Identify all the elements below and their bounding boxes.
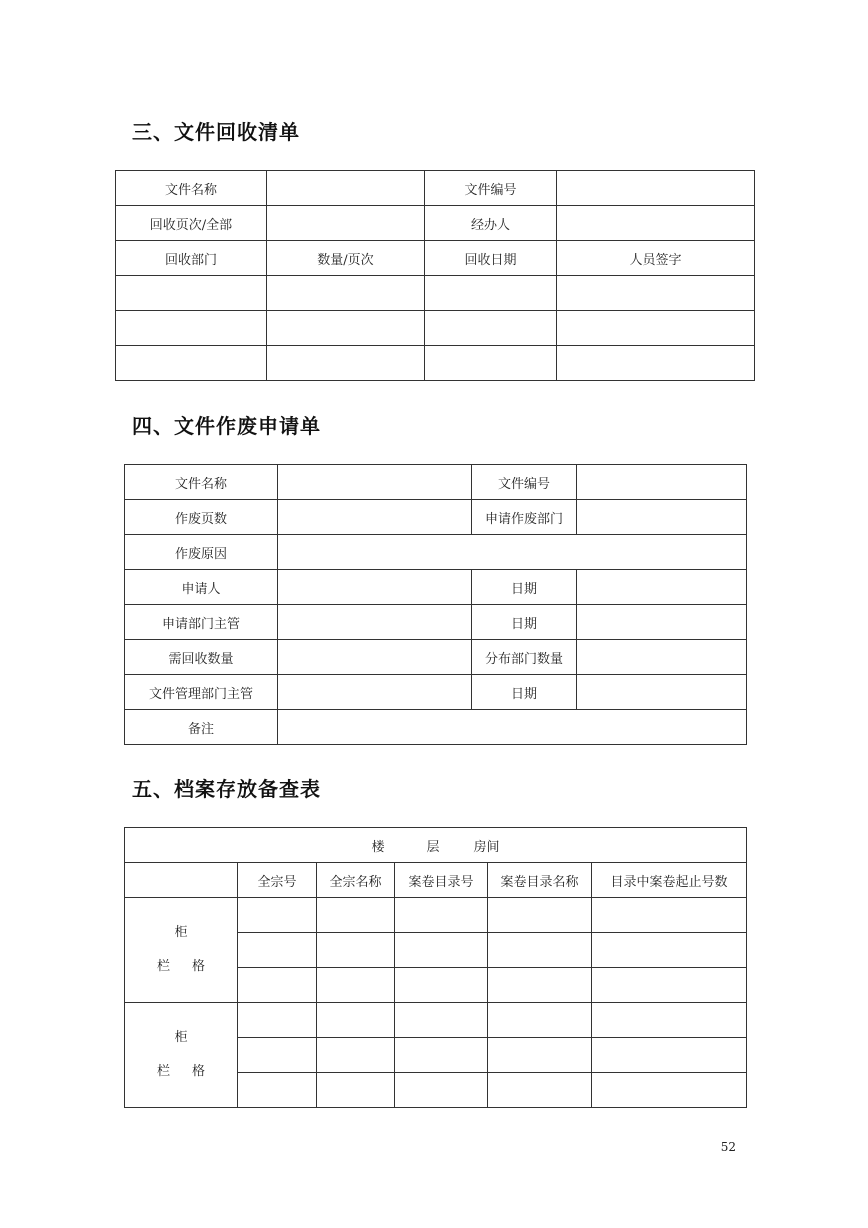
table-row (116, 311, 755, 346)
void-dept-field[interactable] (577, 500, 747, 535)
void-pages-field[interactable] (278, 500, 472, 535)
dept-supervisor-field[interactable] (278, 605, 472, 640)
label-file-name: 文件名称 (116, 171, 267, 206)
cell[interactable] (488, 933, 592, 968)
cell[interactable] (488, 1038, 592, 1073)
handler-field[interactable] (557, 206, 755, 241)
cabinet-lan: 栏 (156, 1064, 170, 1079)
label-date: 日期 (472, 675, 577, 710)
label-recycle-pages: 回收页次/全部 (116, 206, 267, 241)
cell[interactable] (488, 1073, 592, 1108)
cell[interactable] (395, 1038, 488, 1073)
label-date: 日期 (472, 570, 577, 605)
header-recycle-dept: 回收部门 (116, 241, 267, 276)
table-row (125, 640, 747, 675)
cell[interactable] (395, 898, 488, 933)
cell[interactable] (425, 346, 557, 381)
cell[interactable] (238, 968, 317, 1003)
cell[interactable] (592, 1073, 747, 1108)
cell[interactable] (116, 276, 267, 311)
cell[interactable] (557, 276, 755, 311)
void-application-table (124, 464, 747, 745)
label-applicant: 申请人 (125, 570, 278, 605)
cell[interactable] (116, 346, 267, 381)
label-dept-supervisor: 申请部门主管 (125, 605, 278, 640)
recycle-list-table (115, 170, 755, 381)
cell[interactable] (317, 933, 395, 968)
section5-title: 五、档案存放备查表 (132, 777, 321, 801)
cell[interactable] (592, 1003, 747, 1038)
cell[interactable] (267, 311, 425, 346)
table-row (125, 465, 747, 500)
cabinet-lan: 栏 (156, 959, 170, 974)
recycle-pages-field[interactable] (267, 206, 425, 241)
cell[interactable] (395, 1003, 488, 1038)
cell[interactable] (267, 346, 425, 381)
table-header-row (116, 241, 755, 276)
date-field[interactable] (577, 605, 747, 640)
cabinet-label (125, 1003, 238, 1108)
table-row (125, 828, 747, 863)
table-row (125, 898, 747, 933)
header-catalog-name: 案卷目录名称 (488, 863, 592, 898)
header-catalog-number: 案卷目录号 (395, 863, 488, 898)
cell[interactable] (317, 968, 395, 1003)
table-row (125, 535, 747, 570)
date-field[interactable] (577, 675, 747, 710)
cell[interactable] (557, 311, 755, 346)
cell[interactable] (238, 1003, 317, 1038)
table-row (125, 710, 747, 745)
cell[interactable] (395, 968, 488, 1003)
header-quantity: 数量/页次 (267, 241, 425, 276)
cabinet-lan-ge (125, 950, 237, 984)
cell[interactable] (395, 1073, 488, 1108)
doc-mgmt-supervisor-field[interactable] (278, 675, 472, 710)
section3-title: 三、文件回收清单 (132, 120, 300, 144)
cabinet-lan-ge (125, 1055, 237, 1089)
recycle-qty-field[interactable] (278, 640, 472, 675)
table-row (125, 1003, 747, 1038)
archive-storage-table (124, 827, 747, 1108)
location-header (125, 828, 747, 863)
header-recycle-date: 回收日期 (425, 241, 557, 276)
file-name-field[interactable] (267, 171, 425, 206)
cabinet-label (125, 898, 238, 1003)
cell[interactable] (425, 311, 557, 346)
file-number-field[interactable] (557, 171, 755, 206)
date-field[interactable] (577, 570, 747, 605)
cell[interactable] (238, 898, 317, 933)
label-date: 日期 (472, 605, 577, 640)
table-row (116, 171, 755, 206)
cell[interactable] (116, 311, 267, 346)
file-number-field[interactable] (577, 465, 747, 500)
cell[interactable] (488, 968, 592, 1003)
cell[interactable] (488, 898, 592, 933)
void-reason-field[interactable] (278, 535, 747, 570)
cell[interactable] (592, 933, 747, 968)
cell[interactable] (592, 1038, 747, 1073)
table-row (125, 570, 747, 605)
table-row (125, 675, 747, 710)
cabinet-gui: 柜 (174, 1030, 188, 1045)
label-void-dept: 申请作废部门 (472, 500, 577, 535)
table-row (125, 605, 747, 640)
header-fonds-name: 全宗名称 (317, 863, 395, 898)
cell[interactable] (592, 968, 747, 1003)
header-signature: 人员签字 (557, 241, 755, 276)
cell[interactable] (238, 1073, 317, 1108)
cabinet-ge: 格 (192, 959, 206, 974)
cell[interactable] (425, 276, 557, 311)
file-name-field[interactable] (278, 465, 472, 500)
dist-dept-qty-field[interactable] (577, 640, 747, 675)
cell[interactable] (592, 898, 747, 933)
label-remarks: 备注 (125, 710, 278, 745)
header-file-range: 目录中案卷起止号数 (592, 863, 747, 898)
header-fonds-number: 全宗号 (238, 863, 317, 898)
page-number: 52 (720, 1140, 736, 1154)
label-file-number: 文件编号 (425, 171, 557, 206)
label-file-number: 文件编号 (472, 465, 577, 500)
label-recycle-qty: 需回收数量 (125, 640, 278, 675)
cell[interactable] (557, 346, 755, 381)
cell[interactable] (317, 1038, 395, 1073)
room-label: 房间 (473, 839, 500, 855)
floor-label: 楼 (371, 839, 385, 855)
cabinet-gui: 柜 (174, 925, 188, 940)
table-row (116, 276, 755, 311)
label-file-name: 文件名称 (125, 465, 278, 500)
label-void-pages: 作废页数 (125, 500, 278, 535)
table-row (125, 500, 747, 535)
table-header-row (125, 863, 747, 898)
applicant-field[interactable] (278, 570, 472, 605)
remarks-field[interactable] (278, 710, 747, 745)
cell[interactable] (317, 1003, 395, 1038)
label-void-reason: 作废原因 (125, 535, 278, 570)
label-doc-mgmt-supervisor: 文件管理部门主管 (125, 675, 278, 710)
cell[interactable] (317, 898, 395, 933)
level-label: 层 (426, 839, 440, 855)
table-row (116, 206, 755, 241)
cell[interactable] (395, 933, 488, 968)
label-dist-dept-qty: 分布部门数量 (472, 640, 577, 675)
cell[interactable] (238, 1038, 317, 1073)
cell[interactable] (317, 1073, 395, 1108)
cell[interactable] (488, 1003, 592, 1038)
cell[interactable] (238, 933, 317, 968)
table-row (116, 346, 755, 381)
cell[interactable] (267, 276, 425, 311)
blank-header (125, 863, 238, 898)
cabinet-ge: 格 (192, 1064, 206, 1079)
label-handler: 经办人 (425, 206, 557, 241)
section4-title: 四、文件作废申请单 (132, 414, 321, 438)
